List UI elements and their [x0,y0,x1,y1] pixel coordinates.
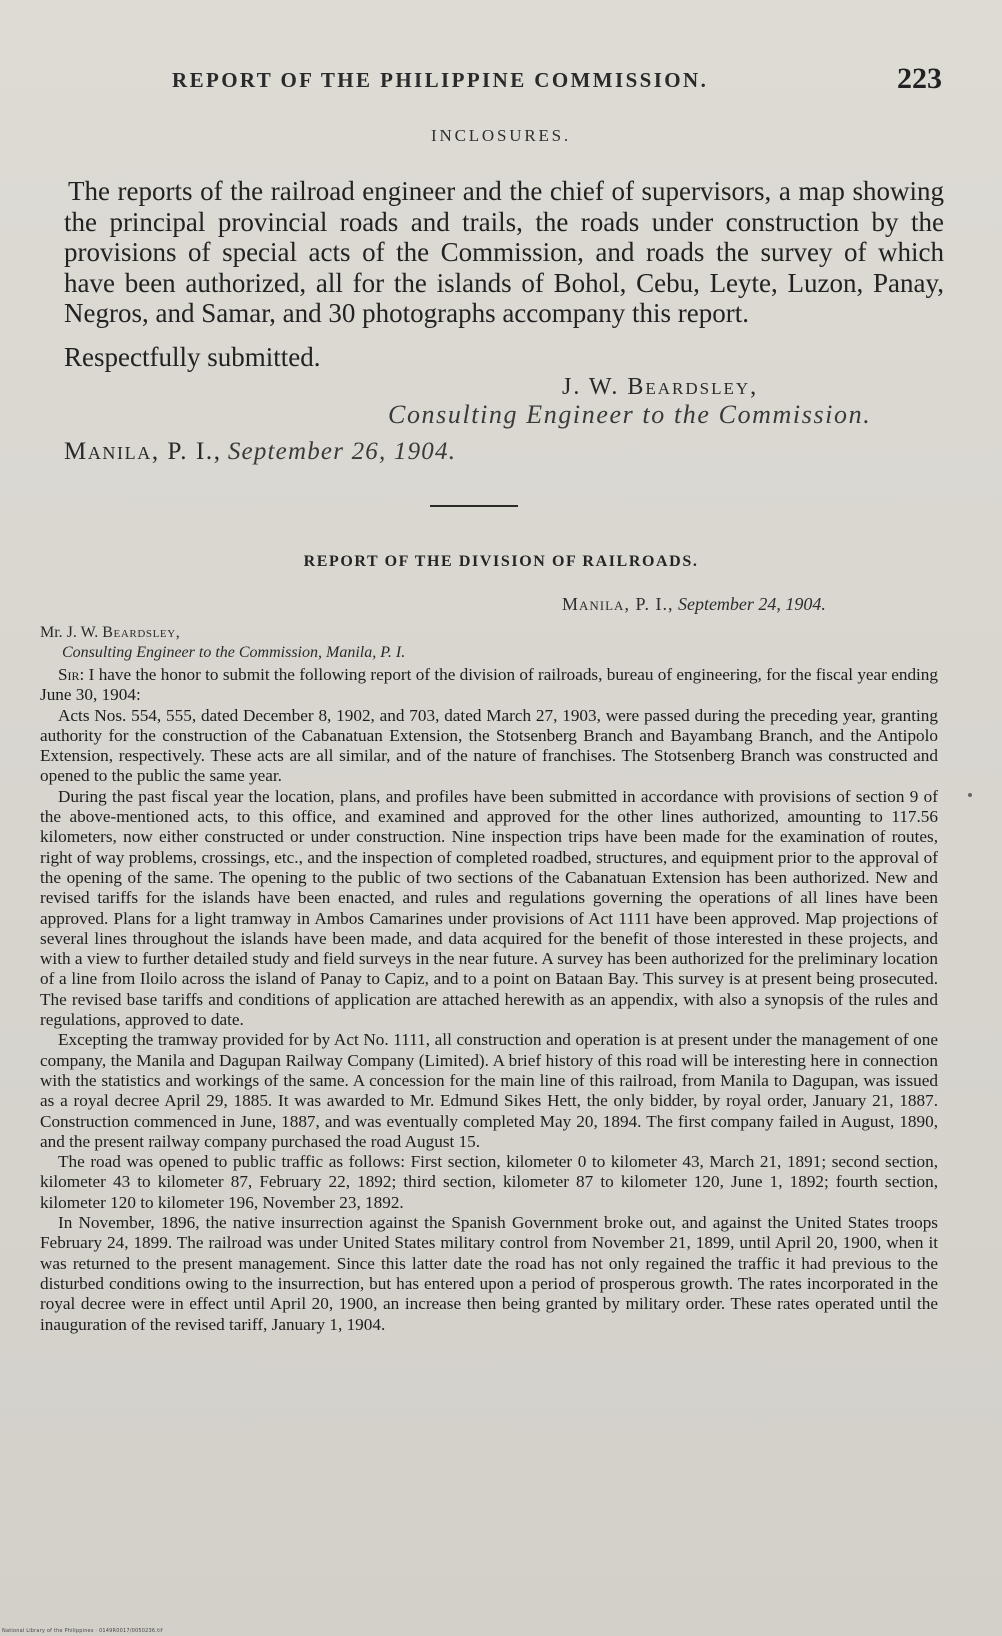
addressee-line [40,623,405,643]
dateline-date: September 24, 1904. [677,594,826,614]
inclosures-paragraph: The reports of the railroad engineer and the chief of supervisors, a map showing the principal provincial roads and trails, the roads under construction by the provisions of special acts of the Commission, and roads the survey of which have been authorized, all for the islands of Bohol, Cebu, Leyte, Luzon, Panay, Negros, and Samar, and 30 photographs accompany this report. [64,176,944,328]
report-dateline [562,594,826,615]
body-paragraph: Acts Nos. 554, 555, dated December 8, 1902, and 703, dated March 27, 1903, were passed during the preceding year, granting authority for the construction of the Cabanatuan Extension, the Stotsenberg Branch and Bayambang Branch, and the Antipolo Extension, respectively. These acts are all similar, and of the nature of franchises. The Stotsenberg Branch was constructed and opened to the public the same year. [40,705,938,786]
dateline-place: Manila, P. I., [562,594,674,614]
body-paragraph: Excepting the tramway provided for by Act No. 1111, all construction and operation is at present under the management of one company, the Manila and Dagupan Railway Company (Limited). A brief history of this road will be interesting here in connection with the statistics and workings of the same. A concession for the main line of this railroad, from Manila to Dagupan, was issued as a royal decree April 29, 1885. It was awarded to Mr. Edmund Sikes Hett, the only bidder, by royal order, January 21, 1887. Construction commenced in June, 1887, and was eventually completed May 20, 1894. The first company failed in August, 1890, and the present railway company purchased the road August 15. [40,1030,938,1151]
place-date [64,438,456,466]
closing-line: Respectfully submitted. [64,342,321,372]
scan-speck [968,793,972,797]
body-paragraph: The road was opened to public traffic as follows: First section, kilometer 0 to kilometer 43, March 21, 1891; second section, kilometer 43 to kilometer 87, February 22, 1892; third section, kilometer 87 to kilometer 120, June 1, 1892; fourth section, kilometer 120 to kilometer 196, November 23, 1892. [40,1152,938,1212]
addressee-title: Consulting Engineer to the Commission, Manila, P. I. [62,644,406,661]
addressee-name: Beardsley, [102,624,181,641]
report-body [40,665,938,1335]
signature-name: J. W. Beardsley, [562,374,759,400]
running-header [172,62,942,98]
section-divider [430,505,518,507]
paragraph-text: I have the honor to submit the following report of the division of railroads, bureau of engineering, for the fiscal year ending June 30, 1904: [40,665,938,705]
place: Manila, P. I., [64,438,222,465]
salutation: Sir: [58,665,85,684]
body-paragraph: In November, 1896, the native insurrection against the Spanish Government broke out, and against the United States troops February 24, 1899. The railroad was under United States military control from November 21, 1899, until April 20, 1900, when it was returned to the present management. Since this latter date the road has not only regained the traffic it had previous to the disturbed conditions owing to the insurrection, but has entered upon a period of prosperous growth. The rates incorporated in the royal decree were in effect until April 20, 1900, an increase then being granted by military order. These rates operated until the inauguration of the revised tariff, January 1, 1904. [40,1213,938,1334]
addressee-block [40,623,405,663]
body-paragraph: During the past fiscal year the location, plans, and profiles have been submitted in accordance with provisions of section 9 of the above-mentioned acts, to this office, and examined and approved for the other lines authorized, amounting to 117.56 kilometers, now either constructed or under construction. Nine inspection trips have been made for the examination of routes, right of way problems, crossings, etc., and the inspection of completed roadbed, structures, and equipment prior to the approval of the opening of the same. The opening to the public of two sections of the Cabanatuan Extension has been authorized. New and revised tariffs for the islands have been enacted, and rules and regulations governing the operations of all lines have been approved. Plans for a light tramway in Ambos Camarines under provisions of Act 1111 have been approved. Map projections of several lines throughout the islands have been made, and data acquired for the benefit of those interested in these projects, and with a view to further detailed study and field surveys in the near future. A survey has been authorized for the preliminary location of a line from Iloilo across the island of Panay to Capiz, and to a point on Bataan Bay. This survey is at present being prosecuted. The revised base tariffs and conditions of application are attached herewith as an appendix, with also a synopsis of the rules and regulations, approved to date. [40,786,938,1030]
inclosures-heading: INCLOSURES. [431,126,571,145]
body-paragraph [40,665,938,706]
addressee-prefix: Mr. J. W. [40,624,99,641]
running-title: REPORT OF THE PHILIPPINE COMMISSION. [172,68,709,92]
signature-title: Consulting Engineer to the Commission. [388,400,872,429]
report-heading: REPORT OF THE DIVISION OF RAILROADS. [303,553,699,570]
archive-stamp: National Library of the Philippines · 0149R0017/0050236.tif [2,1628,163,1634]
page-number: 223 [897,62,942,95]
date: September 26, 1904. [227,438,457,465]
